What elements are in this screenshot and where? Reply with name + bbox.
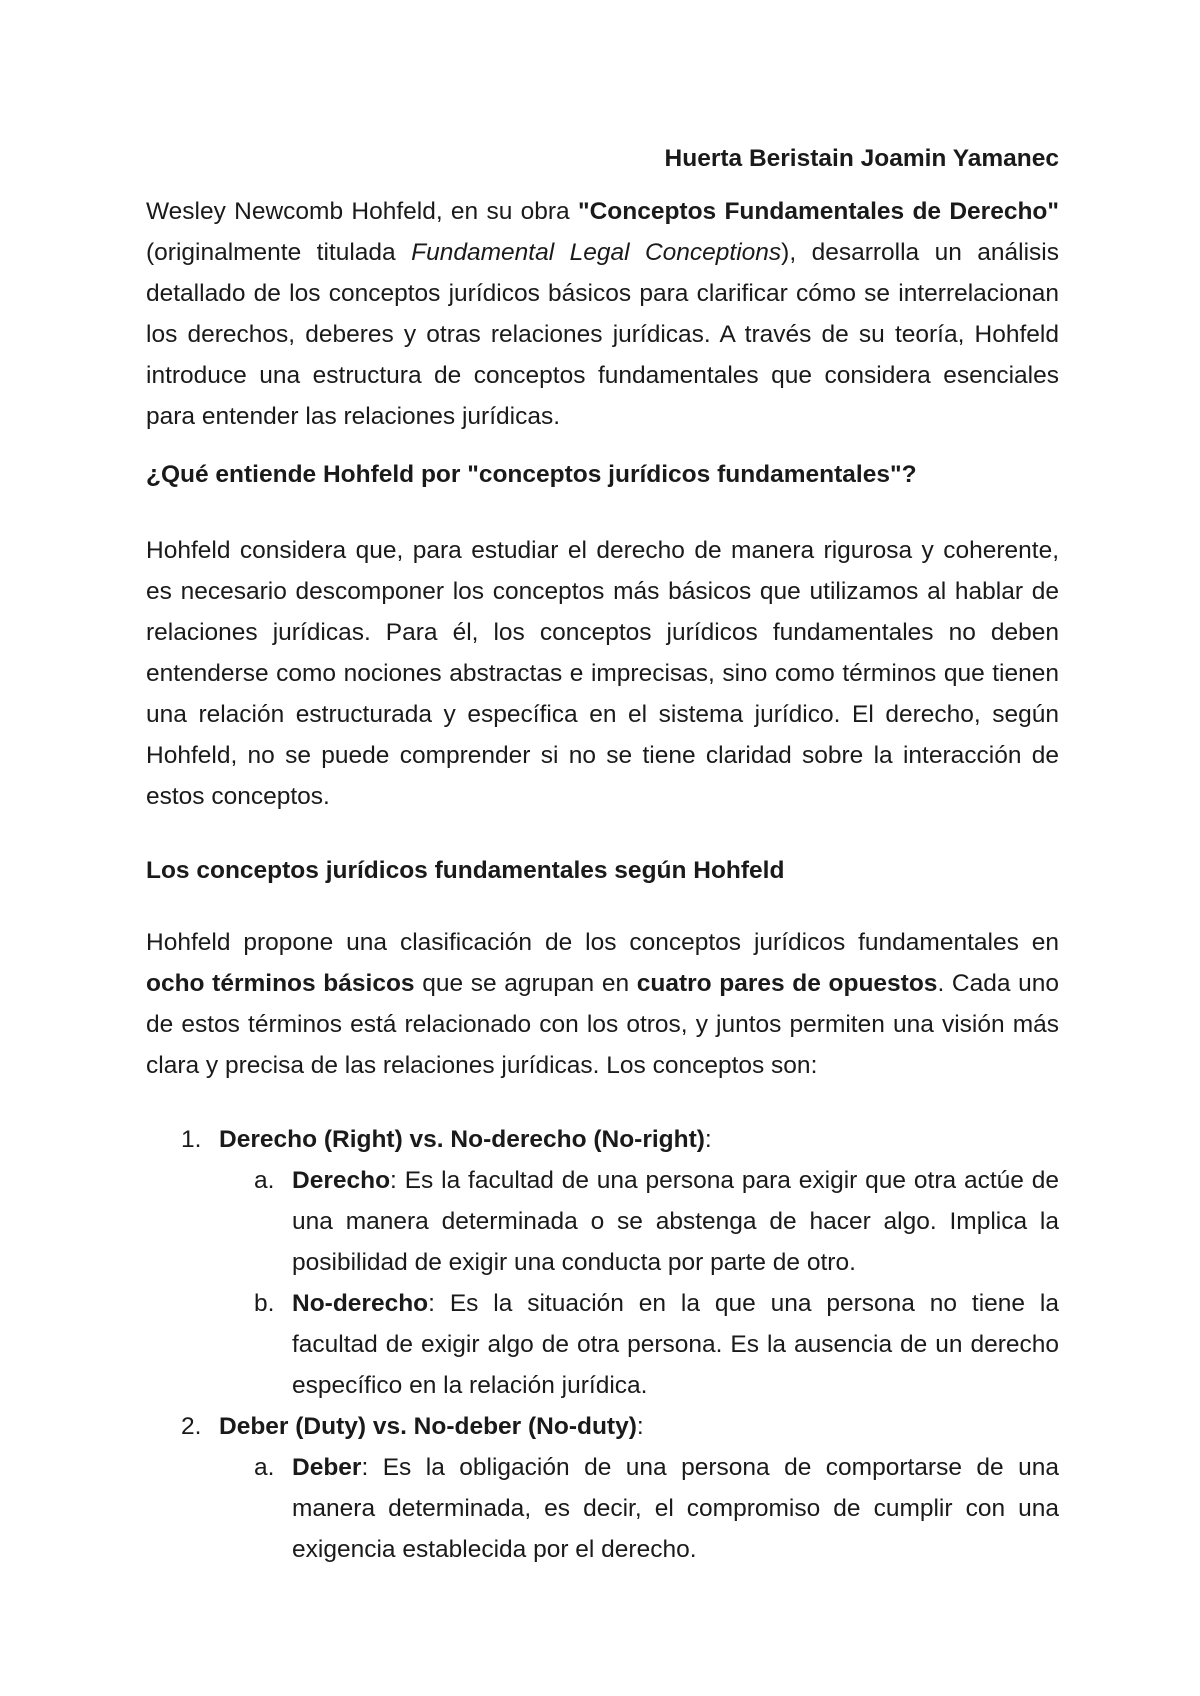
sub-item-text: : Es la obligación de una persona de comportarse de una manera determinada, es decir, el compromiso de cumplir con una exigencia establecida por el derecho.	[292, 1454, 1059, 1563]
sub-item-text: : Es la facultad de una persona para exigir que otra actúe de una manera determinada o se abstenga de hacer algo. Implica la posibilidad de exigir una conducta por parte de otro.	[292, 1167, 1059, 1276]
paragraph-3	[146, 922, 1059, 1086]
paragraph-2: Hohfeld considera que, para estudiar el derecho de manera rigurosa y coherente, es necesario descomponer los conceptos más básicos que utilizamos al hablar de relaciones jurídicas. Para él, los conceptos jurídicos fundamentales no deben entenderse como nociones abstractas e imprecisas, sino como términos que tienen una relación estructurada y específica en el sistema jurídico. El derecho, según Hohfeld, no se puede comprender si no se tiene claridad sobre la interacción de estos conceptos.	[146, 537, 1059, 810]
sub-item-letter: a.	[254, 1454, 275, 1481]
sub-item-text: : Es la situación en la que una persona no tiene la facultad de exigir algo de otra persona. Es la ausencia de un derecho específico en la relación jurídica.	[292, 1290, 1059, 1399]
sub-item-letter: b.	[254, 1290, 275, 1317]
list-number: 1.	[181, 1126, 202, 1153]
paragraph-3-bold-2: cuatro pares de opuestos	[636, 970, 938, 997]
work-title: "Conceptos Fundamentales de Derecho"	[577, 198, 1059, 225]
paragraph-3-text-3: . Cada uno de estos términos está relacionado con los otros, y juntos permiten una visión más clara y precisa de las relaciones jurídicas. Los conceptos son:	[146, 970, 1059, 1079]
sub-item-1a	[146, 1160, 1059, 1283]
sub-item-term: No-derecho	[292, 1290, 429, 1317]
sub-item-1b	[146, 1283, 1059, 1406]
section-heading-1: ¿Qué entiende Hohfeld por "conceptos jurídicos fundamentales"?	[146, 461, 917, 488]
intro-text-3: ), desarrolla un análisis detallado de los conceptos jurídicos básicos para clarificar cómo se interrelacionan los derechos, deberes y otras relaciones jurídicas. A través de su teoría, Hohfeld introduce una estructura de conceptos fundamentales que considera esenciales para entender las relaciones jurídicas.	[146, 239, 1060, 430]
intro-text-1: Wesley Newcomb Hohfeld, en su obra	[146, 198, 578, 225]
concepts-list	[146, 1119, 1059, 1570]
paragraph-3-text-2: que se agrupan en	[414, 970, 637, 997]
list-item-1	[146, 1119, 1059, 1160]
section-heading-2: Los conceptos jurídicos fundamentales según Hohfeld	[146, 857, 785, 884]
sub-item-term: Deber	[292, 1454, 362, 1481]
list-item-2	[146, 1406, 1059, 1447]
intro-paragraph	[146, 191, 1059, 437]
author-name: Huerta Beristain Joamin Yamanec	[664, 145, 1059, 172]
document-body	[146, 138, 1059, 1570]
list-item-suffix: :	[636, 1413, 644, 1440]
paragraph-3-text-1: Hohfeld propone una clasificación de los conceptos jurídicos fundamentales en	[146, 929, 1059, 956]
intro-text-2: (originalmente titulada	[146, 239, 412, 266]
list-item-suffix: :	[704, 1126, 712, 1153]
list-item-title: Deber (Duty) vs. No-deber (No-duty)	[219, 1413, 637, 1440]
list-item-title: Derecho (Right) vs. No-derecho (No-right)	[219, 1126, 705, 1153]
sub-item-2a	[146, 1447, 1059, 1570]
sub-item-term: Derecho	[292, 1167, 391, 1194]
list-number: 2.	[181, 1413, 202, 1440]
paragraph-3-bold-1: ocho términos básicos	[146, 970, 415, 997]
sub-item-letter: a.	[254, 1167, 275, 1194]
original-title: Fundamental Legal Conceptions	[411, 239, 782, 266]
